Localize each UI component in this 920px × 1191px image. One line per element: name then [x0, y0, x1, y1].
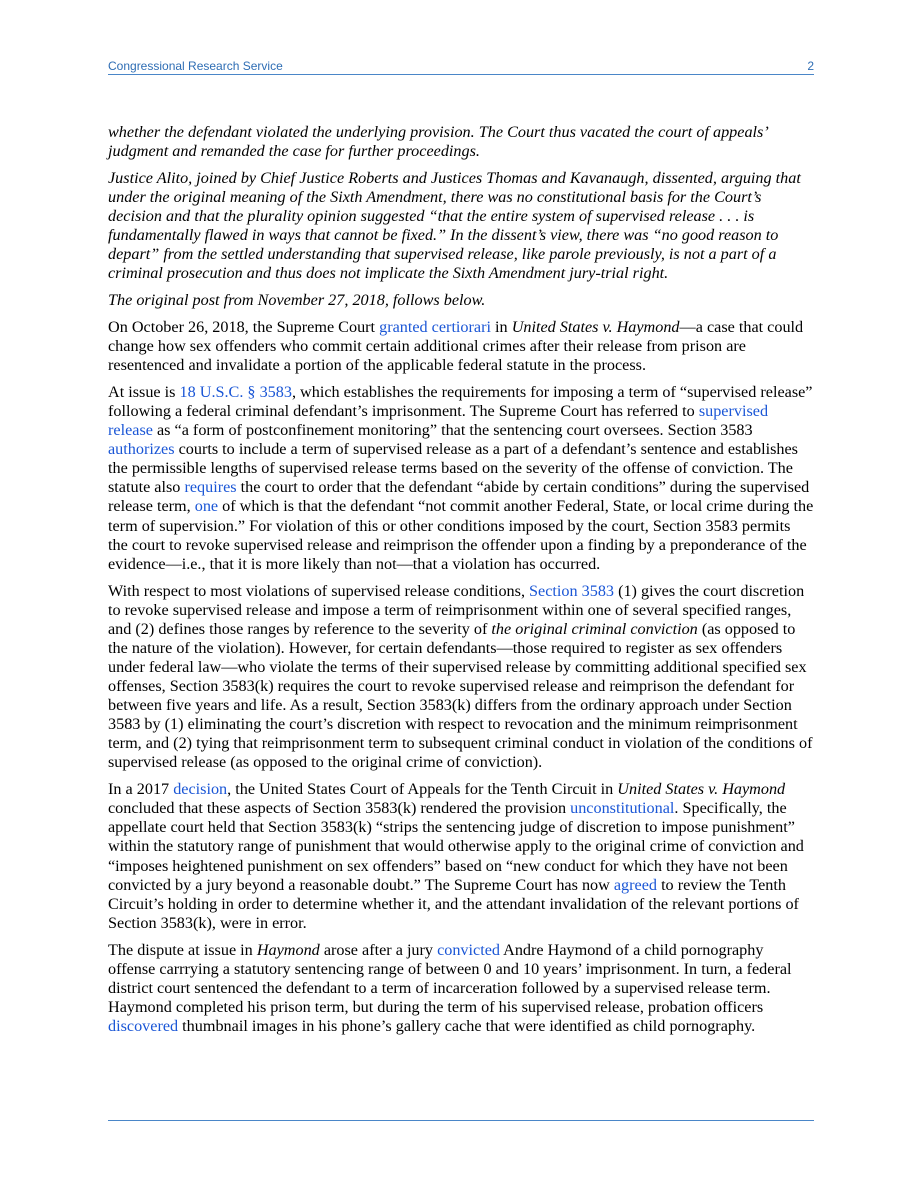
text-span: the court to order that the defendant “abide by certain conditions” during the supervised release term, — [108, 478, 810, 516]
link-convicted[interactable]: convicted — [437, 940, 500, 959]
footer-divider — [108, 1120, 814, 1121]
page-number: 2 — [807, 59, 814, 73]
text-span: At issue is — [108, 382, 180, 401]
text-span: With respect to most violations of supervised release conditions, — [108, 581, 530, 600]
paragraph-statute — [108, 383, 814, 574]
text-span: thumbnail images in his phone’s gallery cache that were identified as child pornography. — [178, 1016, 756, 1035]
text-span: courts to include a term of supervised release as a part of a defendant’s sentence and establishes the permissible lengths of supervised release terms based on the severity of the offense of conviction. The statute also — [108, 440, 798, 497]
text-span: In a 2017 — [108, 780, 174, 799]
paragraph-dispute — [108, 941, 814, 1036]
link-18-usc-3583[interactable]: 18 U.S.C. § 3583 — [179, 382, 292, 401]
case-name: United States v. Haymond — [511, 317, 680, 336]
link-granted-certiorari[interactable]: granted certiorari — [379, 317, 491, 336]
case-name: United States v. Haymond — [617, 780, 786, 799]
text-span: (1) gives the court discretion to revoke supervised release and impose a term of reimprisonment within one of several specified ranges, and (2) defines those ranges by reference to the severity of — [108, 581, 805, 638]
text-span: of which is that the defendant “not commit another Federal, State, or local crime during the term of supervision.” For violation of this or other conditions imposed by the court, Section 3583 permits the court to revoke supervised release and reimprison the offender upon a finding by a preponderance of the evidence—i.e., that it is more likely than not—that a violation has occurred. — [108, 497, 814, 573]
link-decision[interactable]: decision — [173, 780, 228, 799]
paragraph-update-conclusion: whether the defendant violated the underlying provision. The Court thus vacated the court of appeals’ judgment and remanded the case for further proceedings. — [108, 123, 767, 161]
link-unconstitutional[interactable]: unconstitutional — [570, 799, 675, 818]
link-authorizes[interactable]: authorizes — [108, 440, 175, 459]
header-organization: Congressional Research Service — [108, 59, 283, 73]
paragraph-cert-granted — [108, 318, 814, 375]
emphasis-original-conviction: the original criminal conviction — [491, 619, 698, 638]
text-span: On October 26, 2018, the Supreme Court — [108, 317, 380, 336]
text-span: Andre Haymond of a child pornography offense carrrying a statutory sentencing range of between 0 and 10 years’ imprisonment. In turn, a federal district court sentenced the defendant to a term of incarceration followed by a supervised release term. Haymond completed his prison term, but during the term of his supervised release, probation officers — [108, 940, 792, 1016]
link-one[interactable]: one — [194, 497, 219, 516]
text-span: , the United States Court of Appeals for the Tenth Circuit in — [227, 780, 618, 799]
paragraph-tenth-circuit — [108, 780, 814, 933]
link-section-3583[interactable]: Section 3583 — [529, 581, 615, 600]
text-span: —a case that could change how sex offenders who commit certain additional crimes after their release from prison are resentenced and invalidate a portion of the applicable federal statute in the process. — [108, 317, 804, 375]
text-span: (as opposed to the nature of the violation). However, for certain defendants—those required to register as sex offenders under federal law—who violate the terms of their supervised release by committing additional specified sex offenses, Section 3583(k) requires the court to revoke supervised release and reimprison the defendant for between five years and life. As a result, Section 3583(k) differs from the ordinary approach under Section 3583 by (1) eliminating the court’s discretion with respect to revocation and the minimum reimprisonment term, and (2) tying that reimprisonment term to subsequent criminal conduct in violation of the conditions of supervised release (as opposed to the original crime of conviction). — [108, 619, 813, 772]
text-span: The dispute at issue in — [108, 940, 257, 959]
link-requires[interactable]: requires — [184, 478, 237, 497]
case-name: Haymond — [256, 940, 320, 959]
text-span: arose after a jury — [319, 940, 438, 959]
paragraph-original-post-note: The original post from November 27, 2018, follows below. — [108, 291, 486, 310]
text-span: in — [491, 317, 512, 336]
page-header — [108, 58, 814, 75]
text-span: concluded that these aspects of Section 3583(k) rendered the provision — [108, 799, 571, 818]
paragraph-violations — [108, 582, 814, 773]
link-supervised-release[interactable]: supervised release — [108, 401, 769, 440]
paragraph-dissent: Justice Alito, joined by Chief Justice Roberts and Justices Thomas and Kavanaugh, dissented, arguing that under the original meaning of the Sixth Amendment, there was no constitutional basis for the Court’s decision and that the plurality opinion suggested “that the entire system of supervised release . . . is fundamentally flawed in ways that cannot be fixed.” In the dissent’s view, there was “no good reason to depart” from the settled understanding that supervised release, like parole previously, is not a part of a criminal prosecution and thus does not implicate the Sixth Amendment jury-trial right. — [108, 168, 801, 283]
text-span: , which establishes the requirements for imposing a term of “supervised release” following a federal criminal defendant’s imprisonment. The Supreme Court has referred to — [108, 382, 813, 420]
text-span: to review the Tenth Circuit’s holding in order to determine whether it, and the attendant invalidation of the relevant portions of Section 3583(k), were in error. — [108, 875, 799, 932]
link-discovered[interactable]: discovered — [108, 1016, 179, 1035]
text-span: as “a form of postconfinement monitoring” that the sentencing court oversees. Section 3583 — [152, 421, 753, 440]
link-agreed[interactable]: agreed — [613, 875, 658, 894]
document-body — [108, 123, 814, 1044]
text-span: . Specifically, the appellate court held that Section 3583(k) “strips the sentencing judge of discretion to impose punishment” within the statutory range of punishment that would otherwise apply to the original crime of conviction and “imposes heightened punishment on sex offenders” based on “new conduct for which they have not been convicted by a jury beyond a reasonable doubt.” The Supreme Court has now — [108, 799, 804, 894]
